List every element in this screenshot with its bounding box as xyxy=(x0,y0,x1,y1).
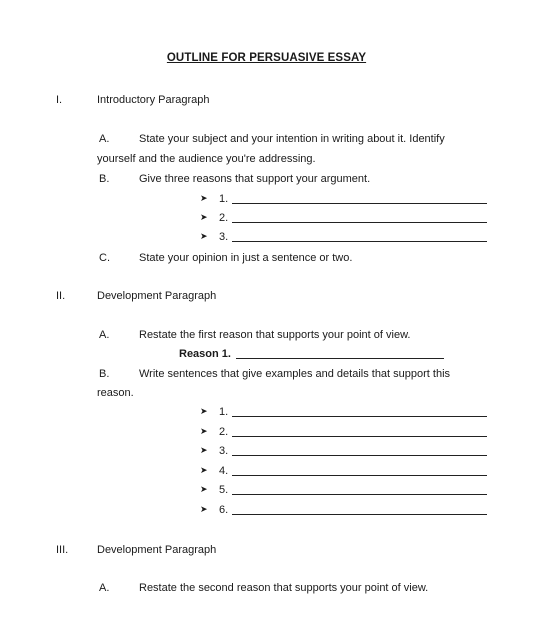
blank-line-number: 5. xyxy=(219,484,229,496)
arrowhead-bullet-icon: ➤ xyxy=(200,504,208,514)
blank-answer-line[interactable] xyxy=(232,212,487,223)
item-letter: C. xyxy=(99,252,110,264)
item-letter: A. xyxy=(99,582,110,594)
section-heading: Introductory Paragraph xyxy=(97,94,210,106)
roman-numeral: III. xyxy=(56,544,69,556)
item-text: State your opinion in just a sentence or two. xyxy=(139,252,353,264)
arrowhead-bullet-icon: ➤ xyxy=(200,231,208,241)
page-title: OUTLINE FOR PERSUASIVE ESSAY xyxy=(166,52,367,64)
blank-line-number: 6. xyxy=(219,504,229,516)
item-text: Write sentences that give examples and details that support this xyxy=(139,368,451,380)
blank-line-number: 2. xyxy=(219,426,229,438)
blank-answer-line[interactable] xyxy=(232,484,487,495)
blank-line-number: 3. xyxy=(219,445,229,457)
item-text: Restate the second reason that supports your point of view. xyxy=(139,582,429,594)
item-letter: A. xyxy=(99,133,110,145)
section-heading: Development Paragraph xyxy=(97,290,217,302)
arrowhead-bullet-icon: ➤ xyxy=(200,193,208,203)
item-text: Give three reasons that support your argument. xyxy=(139,173,371,185)
roman-numeral: II. xyxy=(56,290,66,302)
item-continuation: yourself and the audience you're addressing. xyxy=(97,153,316,165)
blank-answer-line[interactable] xyxy=(232,445,487,456)
blank-answer-line[interactable] xyxy=(232,406,487,417)
blank-answer-line[interactable] xyxy=(232,465,487,476)
blank-line-number: 1. xyxy=(219,406,229,418)
arrowhead-bullet-icon: ➤ xyxy=(200,445,208,455)
arrowhead-bullet-icon: ➤ xyxy=(200,426,208,436)
item-text: Restate the first reason that supports your point of view. xyxy=(139,329,411,341)
item-text: State your subject and your intention in writing about it. Identify xyxy=(139,133,445,145)
blank-answer-line[interactable] xyxy=(232,504,487,515)
arrowhead-bullet-icon: ➤ xyxy=(200,212,208,222)
blank-line-number: 3. xyxy=(219,231,229,243)
item-continuation: reason. xyxy=(97,387,134,399)
blank-answer-line[interactable] xyxy=(232,231,487,242)
blank-line-number: 1. xyxy=(219,193,229,205)
section-heading: Development Paragraph xyxy=(97,544,217,556)
item-letter: A. xyxy=(99,329,110,341)
reason-answer-line[interactable] xyxy=(236,348,444,359)
arrowhead-bullet-icon: ➤ xyxy=(200,484,208,494)
arrowhead-bullet-icon: ➤ xyxy=(200,406,208,416)
item-letter: B. xyxy=(99,173,110,185)
blank-line-number: 2. xyxy=(219,212,229,224)
blank-answer-line[interactable] xyxy=(232,193,487,204)
item-letter: B. xyxy=(99,368,110,380)
roman-numeral: I. xyxy=(56,94,63,106)
blank-line-number: 4. xyxy=(219,465,229,477)
arrowhead-bullet-icon: ➤ xyxy=(200,465,208,475)
blank-answer-line[interactable] xyxy=(232,426,487,437)
reason-label: Reason 1. xyxy=(179,348,231,360)
